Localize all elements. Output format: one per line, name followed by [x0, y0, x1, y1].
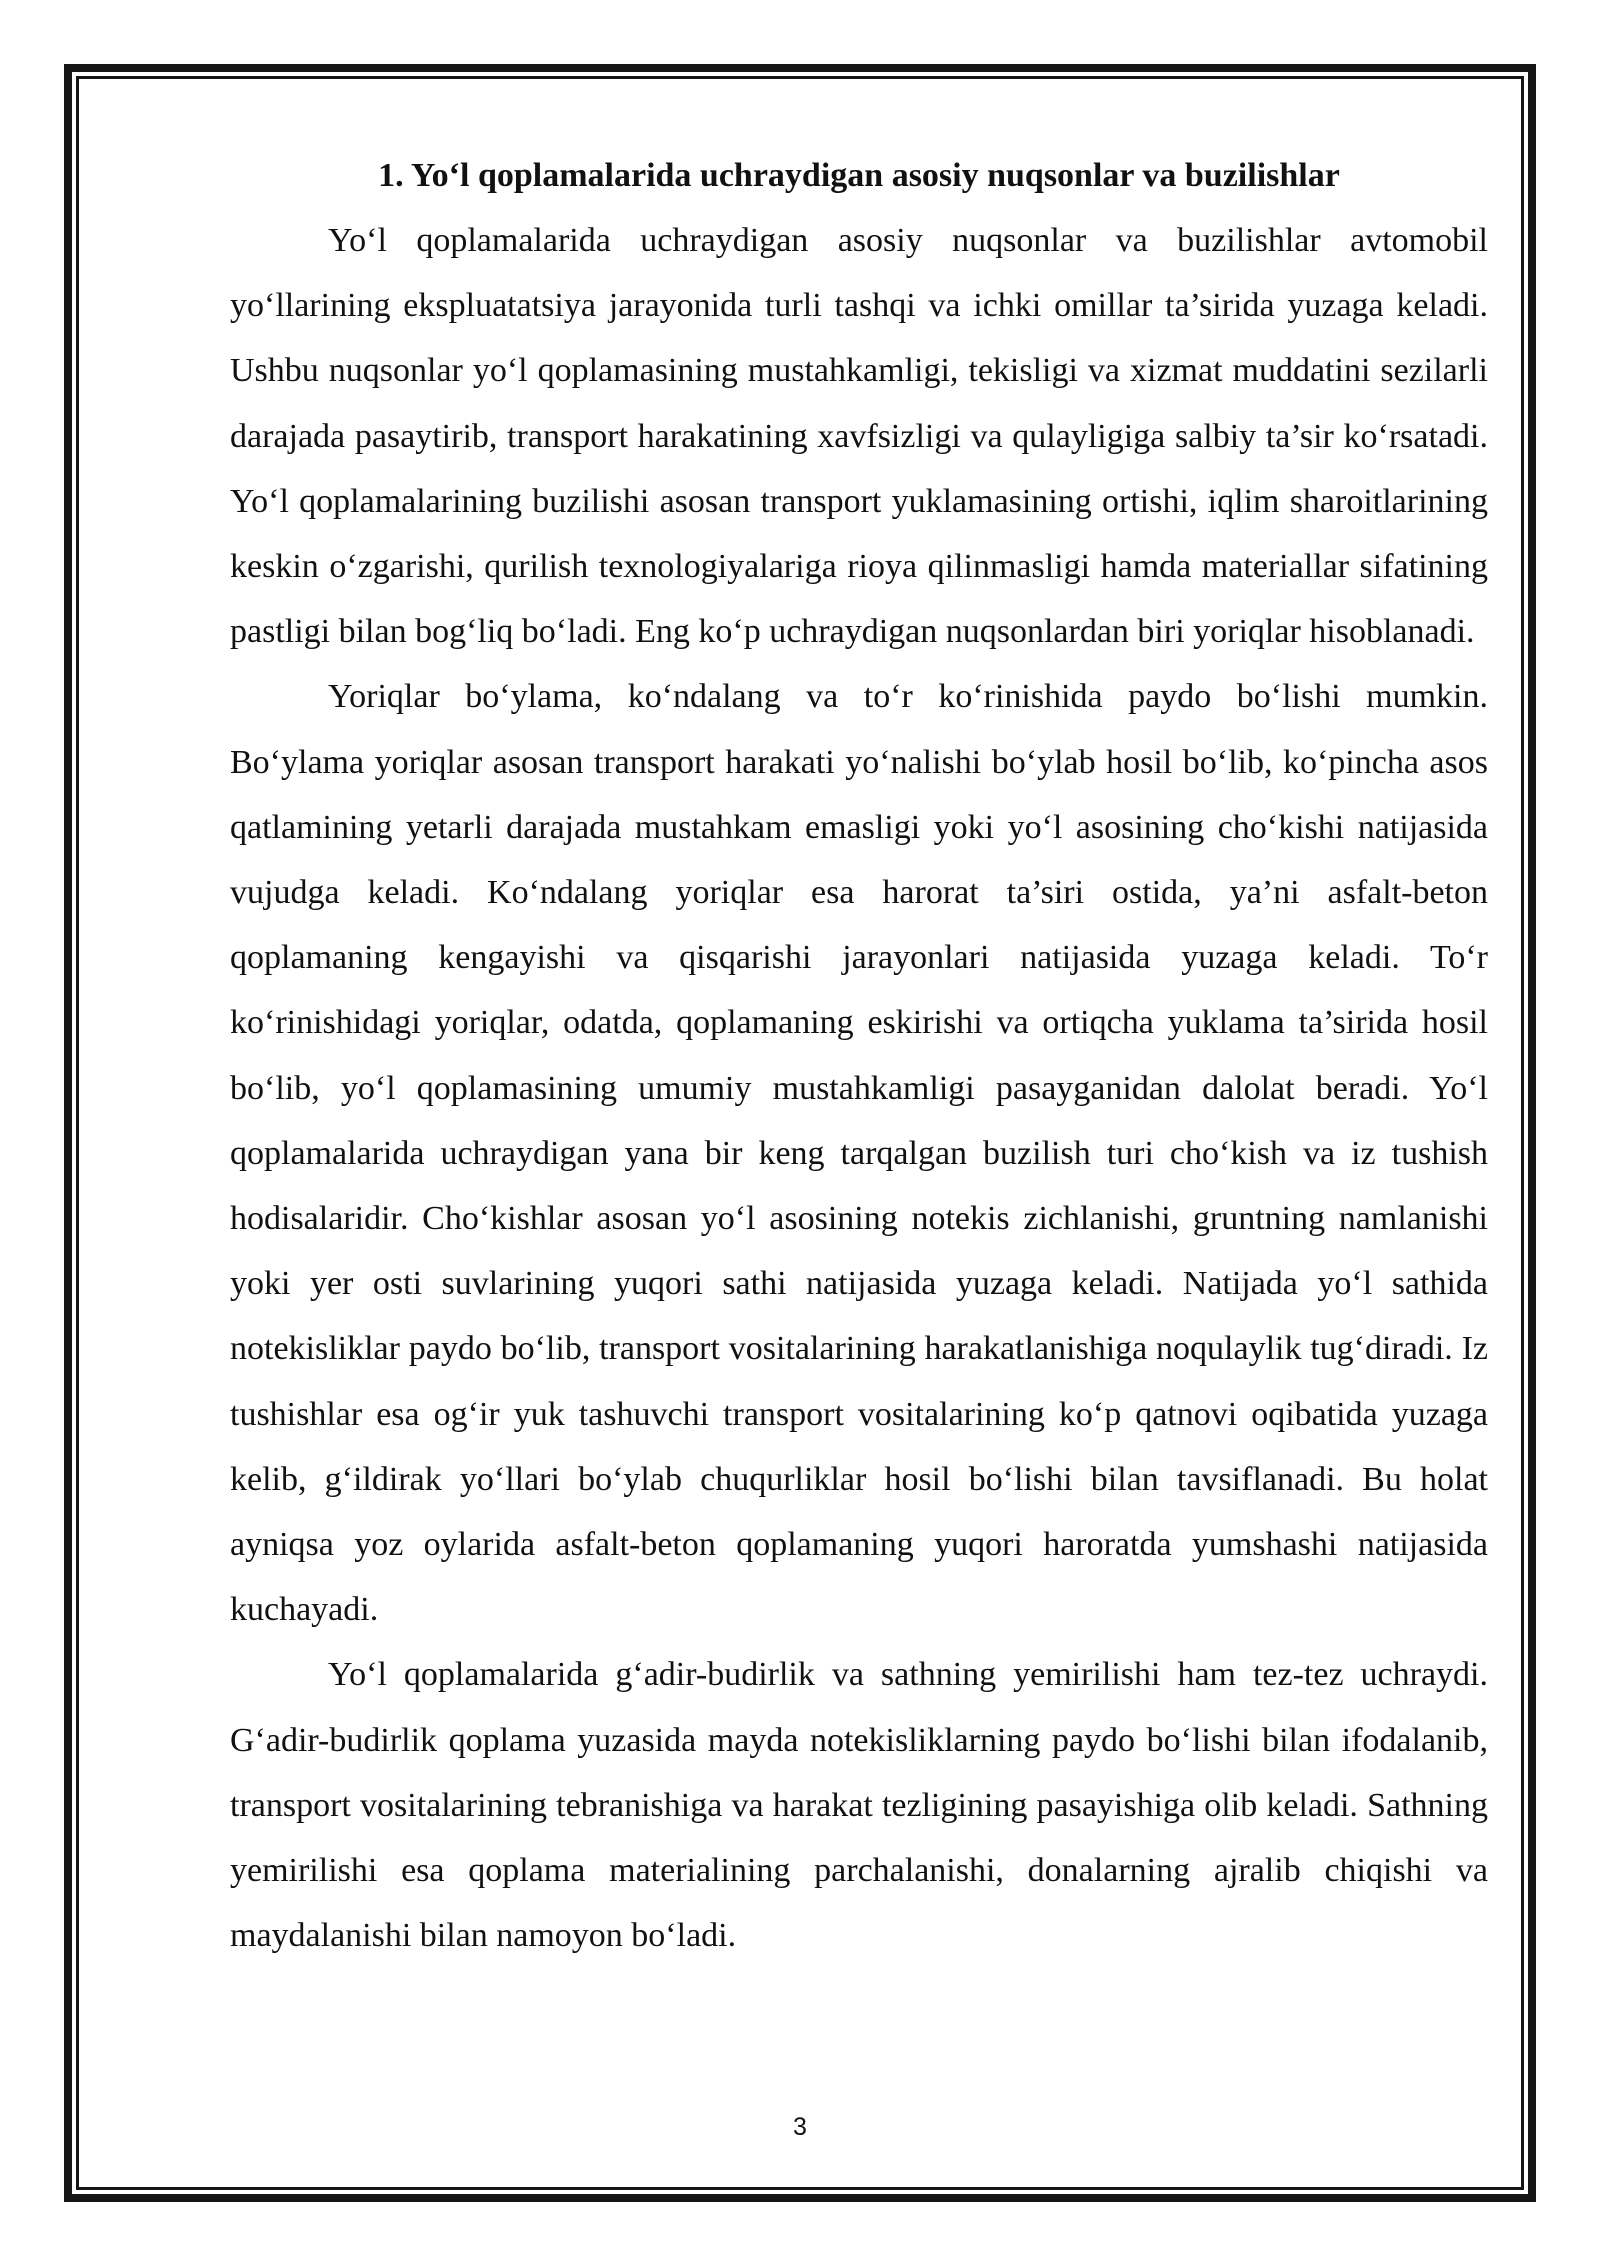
page-number: 3	[793, 2113, 807, 2141]
paragraph-3: Yo‘l qoplamalarida g‘adir-budirlik va sathning yemirilishi ham tez-tez uchraydi. G‘adir-budirlik qoplama yuzasida mayda notekisliklarning paydo bo‘lishi bilan ifodalanib, transport vositalarining tebranishiga va harakat tezligining pasayishiga olib keladi. Sathning yemirilishi esa qoplama materialining parchalanishi, donalarning ajralib chiqishi va maydalanishi bilan namoyon bo‘ladi.	[230, 1656, 1488, 1955]
section-title: 1. Yo‘l qoplamalarida uchraydigan asosiy nuqsonlar va buzilishlar	[378, 157, 1340, 194]
paragraph-2: Yoriqlar bo‘ylama, ko‘ndalang va to‘r ko‘rinishida paydo bo‘lishi mumkin. Bo‘ylama yoriqlar asosan transport harakati yo‘nalishi bo‘ylab hosil bo‘lib, ko‘pincha asos qatlamining yetarli darajada mustahkam emasligi yoki yo‘l asosining cho‘kishi natijasida vujudga keladi. Ko‘ndalang yoriqlar esa harorat ta’siri ostida, ya’ni asfalt-beton qoplamaning kengayishi va qisqarishi jarayonlari natijasida yuzaga keladi. To‘r ko‘rinishidagi yoriqlar, odatda, qoplamaning eskirishi va ortiqcha yuklama ta’sirida hosil bo‘lib, yo‘l qoplamasining umumiy mustahkamligi pasayganidan dalolat beradi. Yo‘l qoplamalarida uchraydigan yana bir keng tarqalgan buzilish turi cho‘kish va iz tushish hodisalaridir. Cho‘kishlar asosan yo‘l asosining notekis zichlanishi, gruntning namlanishi yoki yer osti suvlarining yuqori sathi natijasida yuzaga keladi. Natijada yo‘l sathida notekisliklar paydo bo‘lib, transport vositalarining harakatlanishiga noqulaylik tug‘diradi. Iz tushishlar esa og‘ir yuk tashuvchi transport vositalarining ko‘p qatnovi oqibatida yuzaga kelib, g‘ildirak yo‘llari bo‘ylab chuqurliklar hosil bo‘lishi bilan tavsiflanadi. Bu holat ayniqsa yoz oylarida asfalt-beton qoplamaning yuqori haroratda yumshashi natijasida kuchayadi.	[230, 678, 1488, 1629]
page-content	[230, 148, 1488, 1968]
paragraph-1: Yo‘l qoplamalarida uchraydigan asosiy nuqsonlar va buzilishlar avtomobil yo‘llarining ekspluatatsiya jarayonida turli tashqi va ichki omillar ta’sirida yuzaga keladi. Ushbu nuqsonlar yo‘l qoplamasining mustahkamligi, tekisligi va xizmat muddatini sezilarli darajada pasaytirib, transport harakatining xavfsizligi va qulayligiga salbiy ta’sir ko‘rsatadi. Yo‘l qoplamalarining buzilishi asosan transport yuklamasining ortishi, iqlim sharoitlarining keskin o‘zgarishi, qurilish texnologiyalariga rioya qilinmasligi hamda materiallar sifatining pastligi bilan bog‘liq bo‘ladi. Eng ko‘p uchraydigan nuqsonlardan biri yoriqlar hisoblanadi.	[230, 222, 1488, 651]
